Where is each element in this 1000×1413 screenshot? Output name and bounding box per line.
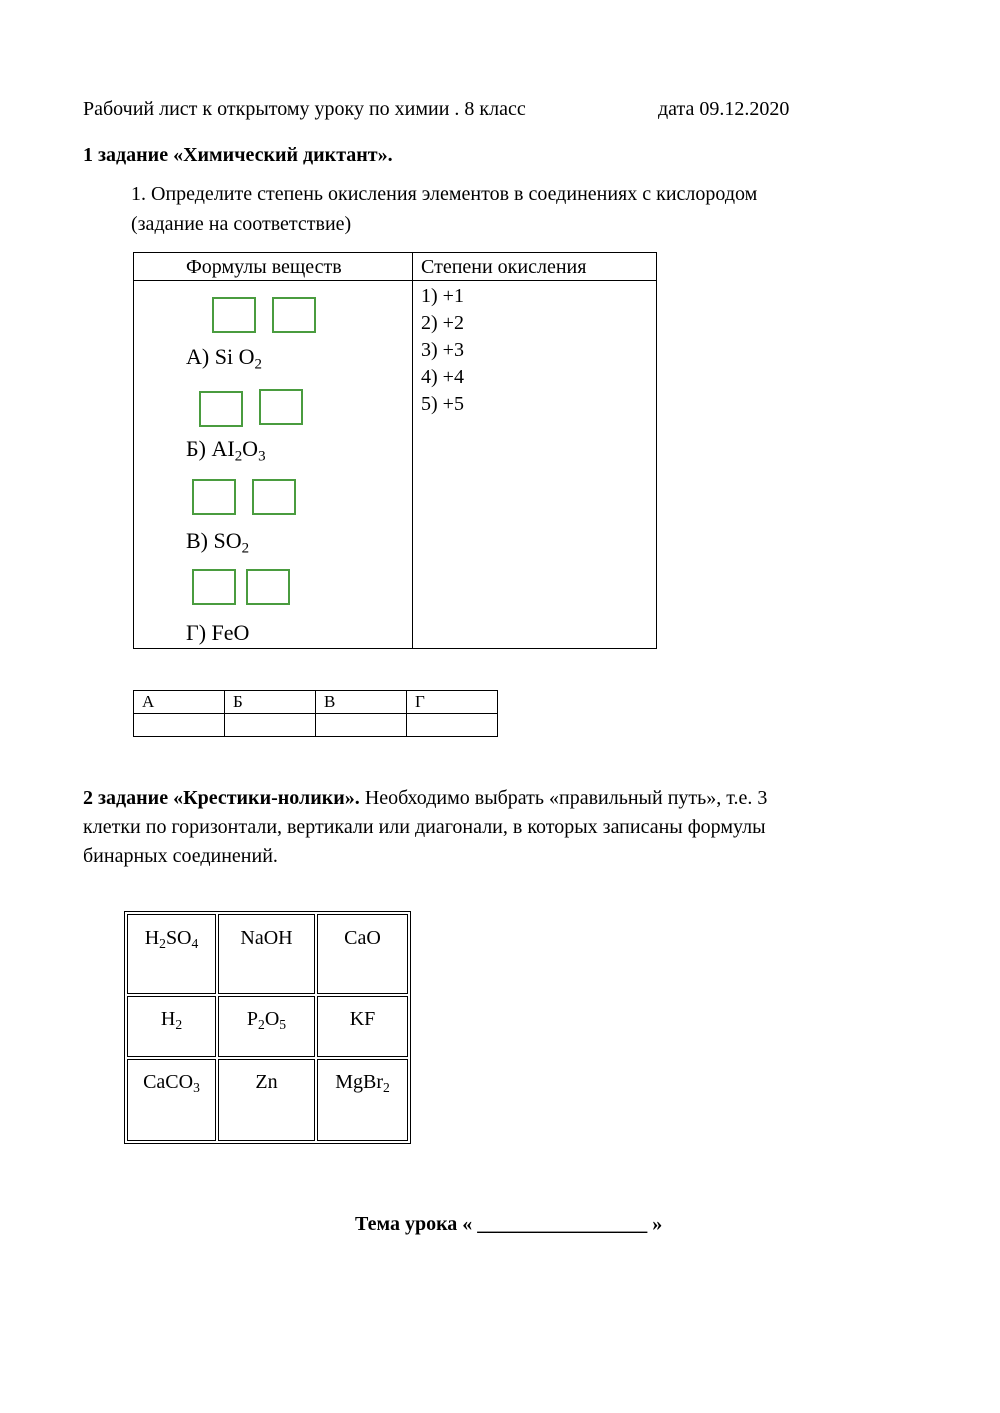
answer-cell-g[interactable] [407,714,498,737]
formula-v-subscript: 2 [241,540,250,557]
grid-cell-2-1[interactable] [127,996,216,1057]
answer-input-v-2[interactable] [254,481,294,513]
answer-box-b-2[interactable] [259,389,303,425]
grid-cell-1-3[interactable] [317,914,408,994]
cell-3-3-sub1: 2 [383,1080,390,1096]
grid-cell-2-2[interactable] [218,996,315,1057]
formula-a-element-1: Si [214,344,234,369]
formula-g-label: Г) [186,620,207,645]
answer-cell-input-v[interactable] [324,716,398,736]
answer-input-b-1[interactable] [201,393,241,425]
answer-input-a-2[interactable] [274,299,314,331]
answer-header-b: Б [225,691,316,714]
worksheet-title: Рабочий лист к открытому уроку по химии . 8 класс [83,98,526,120]
cell-1-1-part1: H [144,927,160,949]
grid-cell-1-2[interactable] [218,914,315,994]
oxidation-option-4: 4) +4 [421,366,464,388]
grid-cell-3-3[interactable] [317,1059,408,1141]
cell-1-3-text: CaO [344,927,381,949]
answer-table-input-row [134,714,498,737]
answer-box-v-1[interactable] [192,479,236,515]
formula-b-label: Б) [186,436,206,461]
answer-cell-b[interactable] [225,714,316,737]
oxidation-option-1: 1) +1 [421,285,464,307]
task2-line3: бинарных соединений. [83,845,278,867]
header-oxidation-states: Степени окисления [421,256,587,278]
task2-line2: клетки по горизонтали, вертикали или диагонали, в которых записаны формулы [83,816,766,838]
answer-table [133,690,498,737]
answer-header-g: Г [407,691,498,714]
grid-cell-2-3[interactable] [317,996,408,1057]
task1-instruction-line2: (задание на соответствие) [131,213,352,235]
task1-heading: 1 задание «Химический диктант». [83,144,393,166]
table-divider-horizontal [134,280,656,281]
oxidation-states-list [421,283,464,418]
formula-b-element-1: AI [211,436,235,461]
answer-cell-input-g[interactable] [415,716,489,736]
cell-1-2-text: NaOH [240,927,293,949]
task1-instruction-line1: 1. Определите степень окисления элементов в соединениях с кислородом [131,183,758,205]
oxidation-option-3: 3) +3 [421,339,464,361]
cell-3-1-part1: CaCO [143,1071,194,1093]
grid-cell-3-2[interactable] [218,1059,315,1141]
formula-v-element: SO [213,528,242,553]
cell-1-1-part2: SO [165,927,192,949]
task2-line1 [83,785,943,811]
cell-1-1-sub2: 4 [191,936,199,952]
matching-table [133,252,657,649]
formula-v-label: В) [186,528,208,553]
formula-a-subscript: 2 [254,356,262,373]
answer-cell-v[interactable] [316,714,407,737]
cell-3-1-sub1: 3 [193,1080,200,1096]
answer-box-b-1[interactable] [199,391,243,427]
formula-g-element: FeO [211,620,250,645]
grid-cell-3-1[interactable] [127,1059,216,1141]
answer-box-v-2[interactable] [252,479,296,515]
answer-table-header-row [134,691,498,714]
answer-input-g-1[interactable] [194,571,234,603]
formula-a-element-2: O [238,344,255,369]
table-divider-vertical [412,253,413,648]
answer-header-v: В [316,691,407,714]
answer-input-a-1[interactable] [214,299,254,331]
cell-2-1-part1: H [160,1008,176,1030]
formula-b-subscript-2: 3 [258,448,266,465]
oxidation-option-2: 2) +2 [421,312,464,334]
formula-g [186,620,249,646]
cell-3-2-text: Zn [255,1071,278,1093]
answer-input-b-2[interactable] [261,391,301,423]
formula-a-label: А) [186,344,210,369]
task2-heading: 2 задание «Крестики-нолики». [83,787,360,809]
header-formulas: Формулы веществ [186,256,342,278]
oxidation-option-5: 5) +5 [421,393,464,415]
formula-a [186,344,262,373]
task2-instruction-part1: Необходимо выбрать «правильный путь», т.е. 3 [359,787,768,809]
cell-2-3-text: KF [349,1008,376,1030]
answer-box-a-1[interactable] [212,297,256,333]
answer-input-v-1[interactable] [194,481,234,513]
answer-cell-a[interactable] [134,714,225,737]
answer-box-g-2[interactable] [246,569,290,605]
cell-2-2-part1: P [246,1008,259,1030]
cell-2-1-sub1: 2 [175,1017,183,1033]
formula-v [186,528,250,557]
formula-b-subscript-1: 2 [234,448,243,465]
worksheet-date: дата 09.12.2020 [658,98,790,120]
formula-b [186,436,266,465]
answer-box-a-2[interactable] [272,297,316,333]
cell-2-2-part2: O [264,1008,280,1030]
answer-input-g-2[interactable] [248,571,288,603]
formula-b-element-2: O [242,436,259,461]
answer-header-a: А [134,691,225,714]
grid-cell-1-1[interactable] [127,914,216,994]
cell-2-2-sub1: 2 [258,1017,265,1033]
lesson-topic: Тема урока « _________________ » [355,1213,663,1235]
answer-cell-input-a[interactable] [142,716,216,736]
cell-3-3-part1: MgBr [335,1071,383,1093]
cell-2-2-sub2: 5 [279,1017,287,1033]
answer-cell-input-b[interactable] [233,716,307,736]
answer-box-g-1[interactable] [192,569,236,605]
tic-tac-toe-grid [124,911,411,1144]
cell-1-1-sub1: 2 [159,936,166,952]
